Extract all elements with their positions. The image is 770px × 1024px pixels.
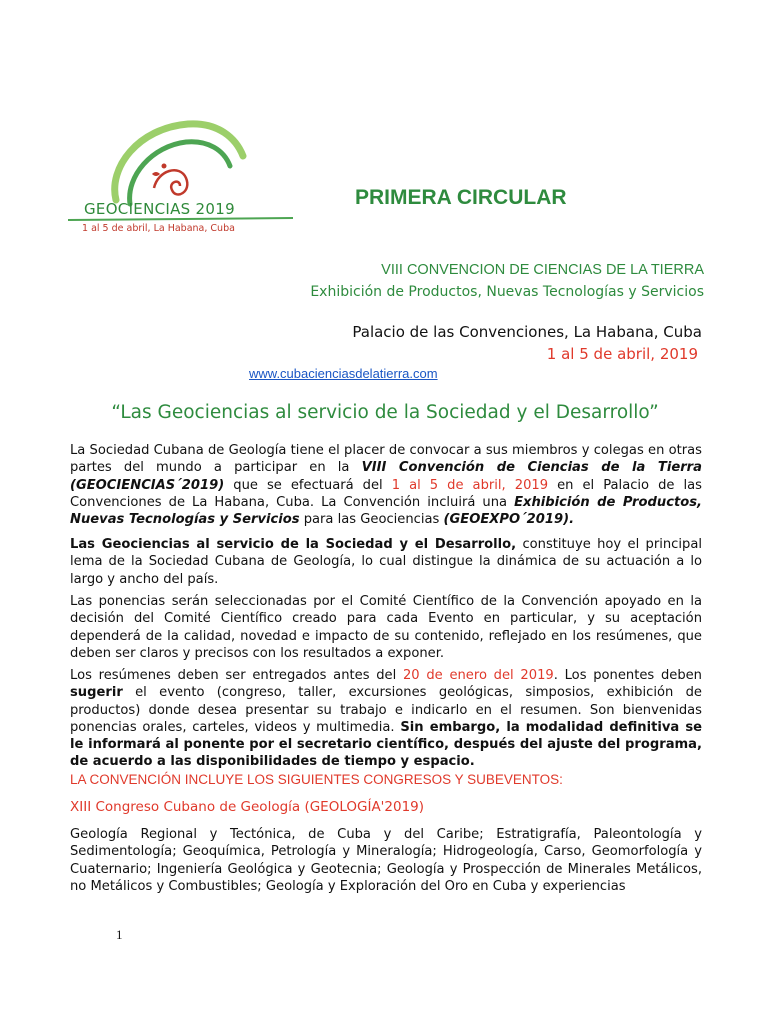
event-dates: 1 al 5 de abril, 2019 [546,345,698,363]
logo-title: GEOCIENCIAS 2019 [84,200,235,218]
section-heading-geologia: XIII Congreso Cubano de Geología (GEOLOGÍA'2019) [70,799,425,815]
section-heading-congresses: LA CONVENCIÓN INCLUYE LOS SIGUIENTES CONGRESOS Y SUBEVENTOS: [70,772,563,787]
motto: “Las Geociencias al servicio de la Sociedad y el Desarrollo” [111,402,659,423]
abstracts-paragraph: Los resúmenes deben ser entregados antes del 20 de enero del 2019. Los ponentes deben sugerir el evento (congreso, taller, excursiones geológicas, simposios, exhibición de productos) donde desea presentar su trabajo e indicarlo en el resumen. Son bienvenidas ponencias orales, carteles, videos y multimedia. Sin embargo, la modalidad definitiva se le informará al ponente por el secretario científico, después del ajuste del programa, de acuerdo a las disponibilidades de tiempo y espacio. [70,668,702,770]
website-link[interactable]: www.cubacienciasdelatierra.com [249,366,438,381]
exhibition-name: Exhibición de Productos, Nuevas Tecnologías y Servicios [310,284,704,300]
logo-subtitle: 1 al 5 de abril, La Habana, Cuba [82,223,235,234]
motto-paragraph: Las Geociencias al servicio de la Sociedad y el Desarrollo, constituye hoy el principal lema de la Sociedad Cubana de Geología, lo cual distingue la dinámica de su actuación a lo largo y ancho del país. [70,537,702,587]
page-number: 1 [116,927,123,942]
geociencias-logo [68,108,308,238]
page-title: PRIMERA CIRCULAR [355,186,567,209]
geologia-topics-paragraph: Geología Regional y Tectónica, de Cuba y del Caribe; Estratigrafía, Paleontología y Sedimentología; Geoquímica, Petrología y Mineralogía; Hidrogeología, Carso, Geomorfología y Cuaternario; Ingeniería Geológica y Geotecnia; Geología y Prospección de Minerales Metálicos, no Metálicos y Combustibles; Geología y Exploración del Oro en Cuba y experiencias [70,827,702,894]
convention-name: VIII CONVENCION DE CIENCIAS DE LA TIERRA [381,262,704,278]
venue: Palacio de las Convenciones, La Habana, Cuba [352,323,702,341]
intro-paragraph: La Sociedad Cubana de Geología tiene el placer de convocar a sus miembros y colegas en otras partes del mundo a participar en la VIII Convención de Ciencias de la Tierra (GEOCIENCIAS´2019) que se efectuará del 1 al 5 de abril, 2019 en el Palacio de las Convenciones de La Habana, Cuba. La Convención incluirá una Exhibición de Productos, Nuevas Tecnologías y Servicios para las Geociencias (GEOEXPO´2019). [70,443,702,528]
selection-paragraph: Las ponencias serán seleccionadas por el Comité Científico de la Convención apoyado en la decisión del Comité Científico creado para cada Evento en particular, y su aceptación dependerá de la calidad, novedad e impacto de su contenido, reflejado en los resúmenes, que deben ser claros y precisos con los resultados a exponer. [70,594,702,661]
